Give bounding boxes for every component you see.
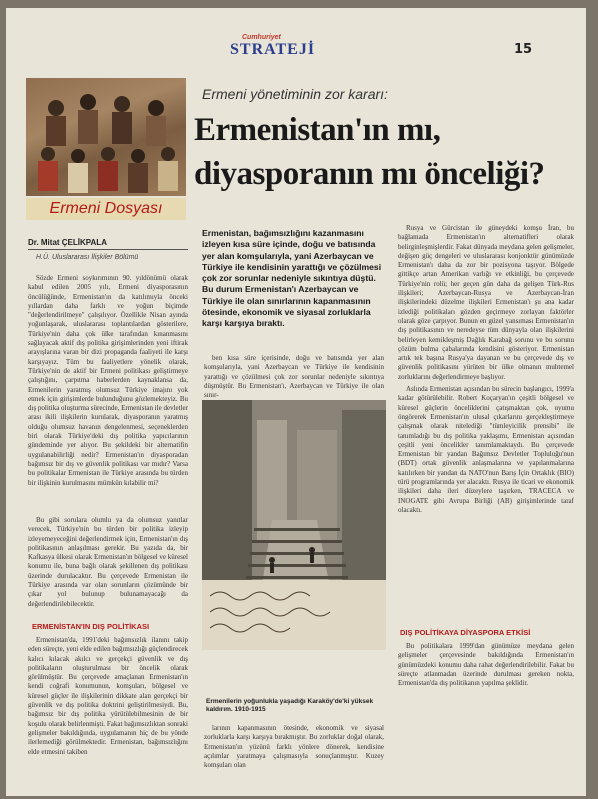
title-line-1: Ermenistan'ın mı, [194, 112, 441, 148]
column-3-top [398, 224, 574, 518]
paragraph: Bu politikalara 1999'dan günümüze meydana gelen gelişmeler çerçevesinde bakıldığında Ermenistan'ın günümüzdeki konumu daha rahat değerlendirilebilir. Fakat bu süreçte atlanmadan üzerinde durulması gereken nokta, Ermenistan'da dış politikanın yapılma şeklidir. [398, 642, 574, 688]
column-1-top [28, 274, 188, 491]
historical-group-photo [26, 78, 186, 196]
magazine-logo [230, 34, 330, 64]
author-name: Dr. Mitat ÇELİKPALA [28, 238, 107, 247]
title-line-2: diyasporanın mı önceliği? [194, 156, 545, 192]
street-photo-scene [202, 400, 386, 650]
column-2-top [204, 354, 384, 403]
paragraph: Bu gibi sorulara olumlu ya da olumsuz yanıtlar verecek, Türkiye'nin bu türden bir politika izleyip izleyemeyeceğini değerlendirmek için, Ermenistan'ın dış politikasının anlaşılması gerekir. Bu yazıda da, bir Kafkasya ülkesi olarak Ermenistan'ın bölgesel ve küresel konumu ile, buna bağlı olarak şekillenen dış politikası üzerinde durulacaktır. Bu çerçevede Ermenistan ile Türkiye arasında var olan sorunların çözümünde bir çıkar yol bulunup bulunamayacağı da değerlendirilebilecektir. [28, 516, 188, 608]
paragraph: ben kısa süre içerisinde, doğu ve batısında yer alan komşularıyla, yani Azerbaycan ve Türkiye ile kendisinin yarattığı ve çözülmesi çok zor sorunlar nedeniyle sıkıntıya düşmüştür. Bu Ermenistan'ı, Azerbaycan ve Türkiye ile olan sınır- [204, 354, 384, 400]
page-number: 15 [514, 42, 533, 57]
article-kicker: Ermeni yönetiminin zor kararı: [202, 86, 388, 102]
magazine-page [6, 8, 586, 796]
author-affiliation: H.Ü. Uluslararası İlişkiler Bölümü [36, 254, 139, 261]
paragraph: Ermenistan'da, 1991'deki bağımsızlık ilanını takip eden süreçte, yeni elde edilen bağımsızlığı güçlendirecek kalıcı kılacak akılcı ve gerçekçi güvenlik ve dış politikaların oluşturulması bir öncelik olarak görülmüştür. Bu çerçevede amaçlanan Ermenistan'ın kendi coğrafi konumunun, komşuları, bölgesel ve küresel güçler ile ilişkilerinin dikkate alan gerçekçi bir güvenlik ve dış politika doktrini geliştirilmesiydi. Bu, bağımsız bir dış politika yürütülebilmesinin de bir koşulu olarak belirlenmişti. Fakat bağımsızlıktan sonraki gelişmeler bakıldığında, uygulamanın hiç de bu yönde ilerlemediği görülmektedir. Ermenistan, bağımsızlığını elde etmesini takiben [28, 636, 188, 756]
paragraph: Aslında Ermenistan açısından bu sürecin başlangıcı, 1999'a kadar götürülebilir. Robert Koçaryan'ın çeşitli bölgesel ve küresel güçlerin önceliklerini çatışmaktan çok, uyumu öngörerek Ermenistan'ın ulusal çıkarlarını gerçekleştirmeye çalışmak olarak nitelediği "tümleyicilik prensibi" ile tanımladığı bu dış politika yaklaşımı, Ermenistan açısından çeşitli yeni öncelikler tanımlamaktaydı. Bu çerçevede Ermenistan bir yandan Bağımsız Devletler Topluluğu'nun (BDT) ortak güvenlik anlaşmalarına ve yapılanmalarına katılırken bir yandan da NATO'nun Barış İçin Ortaklık (BIO) türü programlarında yer alacaktı. Rusya ile ticari ve ekonomik ilişkileri daha ileri düzeylere taşırken, TRACECA ve INOGATE gibi Avrupa Birliği (AB) girişimlerinde taraf olacaktı. [398, 385, 574, 514]
paragraph: Rusya ve Gürcistan ile güneydeki komşu İran, bu bağlamada Ermenistan'ın alternatifleri olarak belirginleşmişlerdir. Fakat dünyada meydana gelen gelişmeler, değişen güç dengeleri ve uluslararası konjonktür günümüzde Ermenistan'ı daha da zor bir pozisyona taşıyor. Bölgede gittikçe artan Amerikan varlığı ve etkinliği, bu çerçevede Türkiye'nin rolü; her geçen gün daha da gelişen Türk-Rus ilişkileri; Azerbaycan-Rusya ve Azerbaycan-İran ilişkilerindeki düzelme ilişkileri Ermenistan'ı şu ana kadar izlediği politikaları gözden geçirmeye zorlayan faktörler olarak göze çarpıyor. Bunun en güzel yansıması Ermenistan'ın dış politikasının ve neredeyse tüm dünyayla olan ilişkilerini belirleyen kemikleşmiş Dağlık Karabağ sorunu ve bu sorunu çözüm bulma çabalarında kendisini gösteriyor. Ermenistan artık tek başına Rusya'ya dayanan ve bu çerçevede dış ve güvenlik politikasını yürüten bir ülke olmanın muhtemel zorluklarını değerlendirmeye başlıyor. [398, 224, 574, 381]
column-1-bottom [28, 636, 188, 760]
logo-brand-top: Cumhuriyet [242, 34, 281, 41]
historical-street-photo [202, 400, 386, 650]
subheading-diaspora-effect: DIŞ POLİTİKAYA DİYASPORA ETKİSİ [400, 628, 531, 637]
article-lead: Ermenistan, bağımsızlığını kazanmasını izleyen kısa süre içinde, doğu ve batısında yer alan komşularıyla, yani Azerbaycan ve Türkiye ile kendisinin yarattığı ve çözülmesi çok zor sorunlar nedeniyle sıkıntıya düştü. Bu durum Ermenistan'ı Azerbaycan ve Türkiye ile olan sınırlarının kapanmasının ötesinde, ekonomik ve siyasal zorluklarla karşı karşıya bıraktı. [202, 228, 382, 329]
dossier-label: Ermeni Dosyası [26, 198, 186, 220]
logo-brand-name: STRATEJİ [230, 41, 316, 58]
column-2-bottom [204, 724, 384, 773]
column-3-bottom [398, 642, 574, 691]
paragraph: Sözde Ermeni soykırımının 90. yıldönümü olarak kabul edilen 2005 yılı, Ermeni diyasporasının öncülüğünde, Ermenistan'ın da katılımıyla önceki yıllardan daha farklı ve yoğun biçimde "değerlendirilmeye" çalışılıyor. Özellikle Nisan ayında yoğunlaşarak, uluslararası toplantılardan gösterilere, Türkiye'nin daha çok ülke tarafından kınanmasını sağlayacak aktif dış politika girişimlerinden yeni iftirak arayışlarına varan bir dizi propaganda faaliyeti ile karşı karşıyayız. Tüm bu faaliyetlere yönelik olarak, Türkiye'nin de aktif bir Ermeni politikası geliştirmeye çalıştığını, çarpıtma haberlerden kaynaklansa da, Ermenilerin yaratmış olumsuz Türkiye imajını yok etmek için girişimlerde bulunduğunu gözlemekteyiz. Bu dış politika oluşturma sürecinde, Ermenistan ile devletler arası ikili ilişkilerin kurularak, diyasporanın yaratmış olduğu olumsuz havanın dengelenmesi, seçeneklerden biri olarak Türkiye'deki dış politika yapıcılarının gündeminde yer alıyor. Bu şekildeki bir alternatifin uygulanabilirliği nedir? Ermenistan'ın diyasporadan bağımsız bir dış ve güvenlik politikası var mıdır? Varsa bu politikalar Ermenistan ile Türkiye arasında bu türden bir ilişkinin kurulmasını mümkün kılabilir mi? [28, 274, 188, 487]
group-photo-figures [26, 78, 186, 196]
article-title [194, 108, 574, 196]
paragraph: larının kapanmasının ötesinde, ekonomik ve siyasal zorluklarla karşı karşıya bırakmıştır. Bu zorluklar doğal olarak, Ermenistan'ın yüzünü farklı yönlere dönerek, kendisine açılımlar yaratmaya çalışmasıyla sonuçlanmıştır. Kuzey komşuları olan [204, 724, 384, 770]
column-1-middle [28, 516, 188, 612]
subheading-foreign-policy: ERMENİSTAN'IN DIŞ POLİTİKASI [32, 622, 150, 631]
author-rule [28, 249, 188, 250]
photo-caption: Ermenilerin yoğunlukla yaşadığı Karaköy'de'ki yüksek kaldırım. 1910-1915 [206, 698, 374, 713]
